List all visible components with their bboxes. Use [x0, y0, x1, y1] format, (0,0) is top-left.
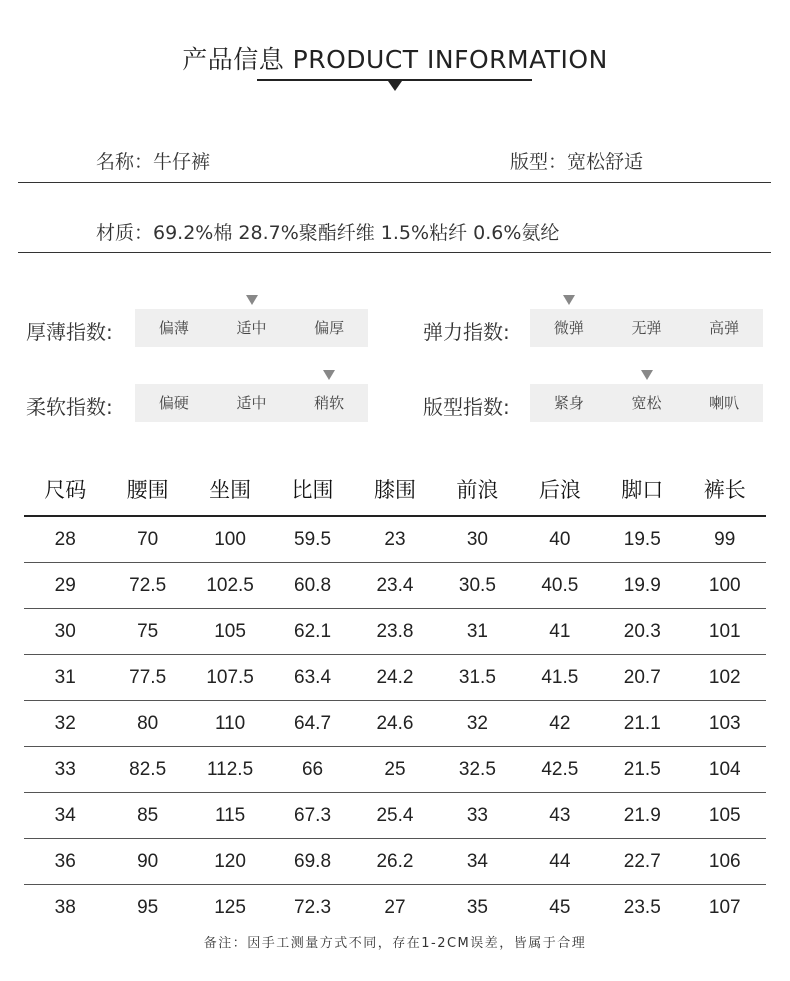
table-cell: 112.5 [189, 747, 271, 793]
table-row [24, 747, 766, 793]
table-cell: 23.5 [623, 896, 661, 918]
table-cell: 27 [384, 896, 406, 918]
index-option: 适中 [213, 309, 291, 347]
table-cell: 72.5 [106, 563, 188, 609]
page-title: 产品信息 PRODUCT INFORMATION [182, 45, 608, 74]
table-cell: 106 [684, 839, 767, 885]
table-cell: 30 [436, 516, 518, 563]
table-cell: 24.6 [354, 701, 436, 747]
table-cell: 70 [106, 516, 188, 563]
softness-index-label: 柔软指数: [26, 395, 113, 419]
table-cell: 75 [106, 609, 188, 655]
table-cell: 82.5 [106, 747, 188, 793]
index-option: 偏硬 [158, 394, 189, 412]
table-cell: 33 [24, 747, 106, 793]
softness-index-scale [135, 384, 368, 422]
table-cell: 42.5 [519, 747, 601, 793]
table-cell: 21.5 [601, 747, 683, 793]
table-cell: 21.1 [601, 701, 683, 747]
table-cell: 25.4 [354, 793, 436, 839]
table-cell: 21.9 [601, 793, 683, 839]
table-cell: 32.5 [436, 747, 518, 793]
index-option: 喇叭 [709, 394, 740, 412]
table-cell: 66 [271, 747, 353, 793]
column-header: 脚口 [601, 462, 683, 516]
table-row [24, 609, 766, 655]
table-cell: 64.7 [271, 701, 353, 747]
table-cell: 103 [684, 701, 767, 747]
column-header: 膝围 [354, 462, 436, 516]
table-cell: 19.9 [601, 563, 683, 609]
table-cell: 32 [436, 701, 518, 747]
table-cell: 102 [684, 655, 767, 701]
table-row [24, 793, 766, 839]
measurement-note: 备注：因手工测量方式不同，存在1-2CM误差，皆属于合理 [203, 936, 587, 951]
table-cell: 20.3 [601, 609, 683, 655]
table-cell: 77.5 [106, 655, 188, 701]
table-cell: 85 [106, 793, 188, 839]
table-cell: 25 [354, 747, 436, 793]
table-cell: 23.8 [354, 609, 436, 655]
table-cell: 99 [684, 516, 767, 563]
table-cell: 107.5 [189, 655, 271, 701]
table-cell: 31 [436, 609, 518, 655]
table-cell: 28 [24, 516, 106, 563]
table-cell: 69.8 [271, 839, 353, 885]
index-option: 高弹 [709, 319, 740, 337]
table-cell: 43 [519, 793, 601, 839]
table-cell: 115 [189, 793, 271, 839]
table-row [24, 701, 766, 747]
elasticity-index-label: 弹力指数: [423, 320, 510, 344]
table-cell: 26.2 [354, 839, 436, 885]
table-cell: 22.7 [601, 839, 683, 885]
divider [18, 252, 771, 253]
table-cell: 31.5 [436, 655, 518, 701]
table-cell: 36 [24, 839, 106, 885]
fit-index-label: 版型指数: [423, 395, 510, 419]
table-cell: 100 [684, 563, 767, 609]
table-cell: 30 [24, 609, 106, 655]
table-row [24, 885, 766, 931]
product-material: 材质：69.2%棉 28.7%聚酯纤维 1.5%粘纤 0.6%氨纶 [96, 222, 560, 244]
table-cell: 34 [436, 839, 518, 885]
column-header: 坐围 [189, 462, 271, 516]
table-cell: 95 [137, 896, 159, 918]
table-cell: 44 [519, 839, 601, 885]
table-cell: 42 [519, 701, 601, 747]
table-cell: 41 [519, 609, 601, 655]
table-cell: 38 [54, 896, 76, 918]
thickness-index-label: 厚薄指数: [26, 320, 113, 344]
divider [18, 182, 771, 183]
index-option: 偏薄 [158, 319, 189, 337]
table-cell: 72.3 [294, 896, 332, 918]
size-table-header [24, 462, 766, 516]
column-header: 后浪 [519, 462, 601, 516]
table-cell: 63.4 [271, 655, 353, 701]
table-row [24, 655, 766, 701]
table-cell: 32 [24, 701, 106, 747]
table-cell: 102.5 [189, 563, 271, 609]
table-cell: 110 [189, 701, 271, 747]
table-cell: 33 [436, 793, 518, 839]
table-cell: 45 [549, 896, 571, 918]
table-cell: 41.5 [519, 655, 601, 701]
table-cell: 24.2 [354, 655, 436, 701]
table-cell: 90 [106, 839, 188, 885]
table-cell: 67.3 [271, 793, 353, 839]
table-cell: 59.5 [271, 516, 353, 563]
column-header: 腰围 [106, 462, 188, 516]
table-cell: 34 [24, 793, 106, 839]
thickness-index-scale [135, 309, 368, 347]
table-cell: 60.8 [271, 563, 353, 609]
index-option: 稍软 [290, 384, 368, 422]
table-cell: 23.4 [354, 563, 436, 609]
product-name: 名称：牛仔裤 [96, 151, 211, 173]
elasticity-index-scale [530, 309, 763, 347]
title-pointer-icon [388, 81, 402, 91]
table-cell: 107 [708, 896, 741, 918]
table-cell: 30.5 [436, 563, 518, 609]
column-header: 尺码 [24, 462, 106, 516]
table-cell: 62.1 [271, 609, 353, 655]
table-cell: 104 [684, 747, 767, 793]
index-option: 微弹 [530, 309, 608, 347]
index-option: 偏厚 [314, 319, 345, 337]
table-cell: 19.5 [601, 516, 683, 563]
table-row [24, 516, 766, 563]
table-cell: 101 [684, 609, 767, 655]
table-row [24, 563, 766, 609]
index-option: 紧身 [553, 394, 584, 412]
table-cell: 100 [189, 516, 271, 563]
table-cell: 80 [106, 701, 188, 747]
index-option: 适中 [236, 394, 267, 412]
table-row [24, 839, 766, 885]
column-header: 裤长 [684, 462, 767, 516]
index-option: 无弹 [631, 319, 662, 337]
column-header: 比围 [271, 462, 353, 516]
fit-index-scale [530, 384, 763, 422]
table-cell: 29 [24, 563, 106, 609]
table-cell: 31 [24, 655, 106, 701]
index-option: 宽松 [608, 384, 686, 422]
table-cell: 105 [189, 609, 271, 655]
table-cell: 105 [684, 793, 767, 839]
table-cell: 125 [214, 896, 246, 918]
table-cell: 40.5 [519, 563, 601, 609]
table-cell: 20.7 [601, 655, 683, 701]
table-cell: 35 [466, 896, 488, 918]
column-header: 前浪 [436, 462, 518, 516]
table-cell: 40 [519, 516, 601, 563]
table-cell: 23 [354, 516, 436, 563]
size-table [24, 462, 766, 930]
product-fit: 版型：宽松舒适 [510, 151, 644, 173]
table-cell: 120 [189, 839, 271, 885]
